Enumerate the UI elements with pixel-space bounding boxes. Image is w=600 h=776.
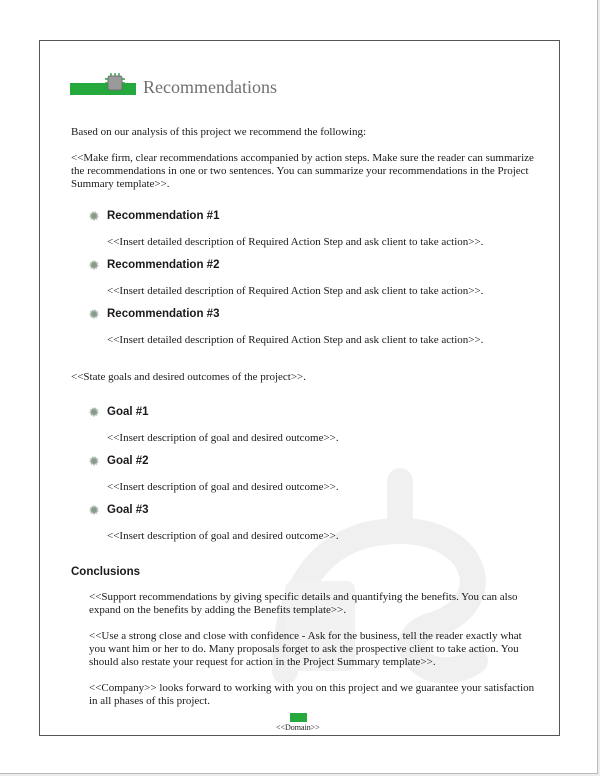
gear-bullet-icon [89,456,99,466]
gear-bullet-icon [89,407,99,417]
recommendation-desc: <<Insert detailed description of Required Action Step and ask client to take action>>. [107,285,484,297]
goals-intro: <<State goals and desired outcomes of the project>>. [71,371,306,383]
goal-desc: <<Insert description of goal and desired outcome>>. [107,481,339,493]
intro-text: Based on our analysis of this project we recommend the following: [71,126,367,138]
goal-title: Goal #1 [107,406,149,418]
gear-bullet-icon [89,211,99,221]
recommendation-desc: <<Insert detailed description of Required Action Step and ask client to take action>>. [107,236,484,248]
gear-bullet-icon [89,309,99,319]
conclusion-line: expand on the benefits by adding the Benefits template>>. [89,604,347,616]
header-accent-bar [70,83,136,95]
goal-desc: <<Insert description of goal and desired outcome>>. [107,432,339,444]
conclusion-line: you want him or her to do. Many proposals forget to ask the prospective client to take action. You [89,643,519,655]
recommendation-title: Recommendation #1 [107,210,220,222]
guidance-line: <<Make firm, clear recommendations accompanied by action steps. Make sure the reader can summarize [71,152,534,164]
conclusions-heading: Conclusions [71,566,141,578]
footer-domain: <<Domain>> [276,723,320,732]
recommendation-title: Recommendation #3 [107,308,220,320]
guidance-line: the recommendations in one or two sentences. You can summarize your recommendations in the Project [71,165,529,177]
gear-bullet-icon [89,505,99,515]
conclusion-line: in all phases of this project. [89,695,210,707]
page-title: Recommendations [143,77,277,97]
footer-accent-block [290,713,307,722]
conclusion-line: <<Use a strong close and close with confidence - Ask for the business, tell the reader exactly what [89,630,522,642]
recommendation-desc: <<Insert detailed description of Required Action Step and ask client to take action>>. [107,334,484,346]
recommendation-title: Recommendation #2 [107,259,220,271]
guidance-line: Summary template>>. [71,178,170,190]
chip-icon [105,73,125,93]
section-header [70,70,490,102]
page-frame [39,40,560,736]
watermark-logo [225,421,525,721]
conclusion-line: <<Support recommendations by giving specific details and quantifying the benefits. You can also [89,591,518,603]
conclusion-line: <<Company>> looks forward to working with you on this project and we guarantee your satisfaction [89,682,535,694]
gear-bullet-icon [89,260,99,270]
conclusion-line: should also restate your request for action in the Project Summary template>>. [89,656,436,668]
goal-title: Goal #2 [107,455,149,467]
goal-title: Goal #3 [107,504,149,516]
goal-desc: <<Insert description of goal and desired outcome>>. [107,530,339,542]
